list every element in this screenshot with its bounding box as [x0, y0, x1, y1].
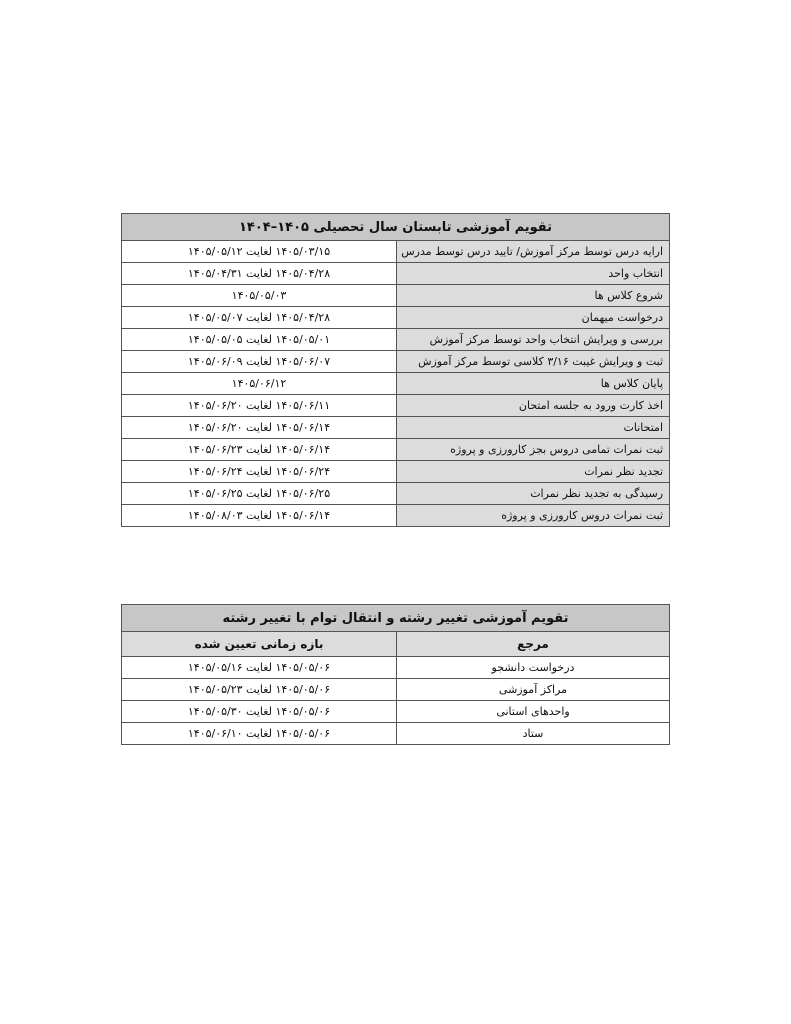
activity-cell: شروع کلاس ها [397, 285, 670, 307]
table-row [122, 483, 670, 505]
table-row [122, 505, 670, 527]
period-cell: ۱۴۰۵/۰۵/۰۱ لغایت ۱۴۰۵/۰۵/۰۵ [122, 329, 397, 351]
reference-cell: مراکز آموزشی [397, 679, 670, 701]
period-cell: ۱۴۰۵/۰۶/۰۷ لغایت ۱۴۰۵/۰۶/۰۹ [122, 351, 397, 373]
table-row [122, 351, 670, 373]
period-cell: ۱۴۰۵/۰۵/۰۶ لغایت ۱۴۰۵/۰۵/۱۶ [122, 657, 397, 679]
change-header-row [122, 632, 670, 657]
reference-cell: درخواست دانشجو [397, 657, 670, 679]
activity-cell: ثبت و ویرایش غیبت ۳/۱۶ کلاسی توسط مرکز آموزش [397, 351, 670, 373]
period-cell: ۱۴۰۵/۰۴/۲۸ لغایت ۱۴۰۵/۰۴/۳۱ [122, 263, 397, 285]
period-cell: ۱۴۰۵/۰۶/۱۴ لغایت ۱۴۰۵/۰۶/۲۰ [122, 417, 397, 439]
activity-cell: امتحانات [397, 417, 670, 439]
period-cell: ۱۴۰۵/۰۶/۱۱ لغایت ۱۴۰۵/۰۶/۲۰ [122, 395, 397, 417]
reference-cell: واحدهای استانی [397, 701, 670, 723]
activity-cell: پایان کلاس ها [397, 373, 670, 395]
period-cell: ۱۴۰۵/۰۵/۰۶ لغایت ۱۴۰۵/۰۵/۳۰ [122, 701, 397, 723]
period-cell: ۱۴۰۵/۰۶/۱۴ لغایت ۱۴۰۵/۰۶/۲۳ [122, 439, 397, 461]
table-row [122, 417, 670, 439]
period-cell: ۱۴۰۵/۰۶/۱۲ [122, 373, 397, 395]
calendar-title-row [122, 214, 670, 241]
table-row [122, 329, 670, 351]
activity-cell: انتخاب واحد [397, 263, 670, 285]
activity-cell: رسیدگی به تجدید نظر نمرات [397, 483, 670, 505]
calendar-title: تقویم آموزشی تابستان سال تحصیلی ۱۴۰۵–۱۴۰۴ [122, 214, 670, 241]
activity-cell: تجدید نظر نمرات [397, 461, 670, 483]
table-row [122, 679, 670, 701]
table-row [122, 395, 670, 417]
table-row [122, 241, 670, 263]
table-row [122, 285, 670, 307]
table-row [122, 263, 670, 285]
table-row [122, 307, 670, 329]
change-title-row [122, 605, 670, 632]
change-title: تقویم آموزشی تغییر رشته و انتقال توام با تغییر رشته [122, 605, 670, 632]
table-row [122, 701, 670, 723]
activity-cell: ارایه درس توسط مرکز آموزش/ تایید درس توسط مدرس [397, 241, 670, 263]
activity-cell: بررسی و ویرایش انتخاب واحد توسط مرکز آموزش [397, 329, 670, 351]
period-cell: ۱۴۰۵/۰۳/۱۵ لغایت ۱۴۰۵/۰۵/۱۲ [122, 241, 397, 263]
activity-cell: درخواست میهمان [397, 307, 670, 329]
period-cell: ۱۴۰۵/۰۶/۲۵ لغایت ۱۴۰۵/۰۶/۲۵ [122, 483, 397, 505]
activity-cell: ثبت نمرات تمامی دروس بجز کارورزی و پروژه [397, 439, 670, 461]
period-cell: ۱۴۰۵/۰۵/۰۶ لغایت ۱۴۰۵/۰۶/۱۰ [122, 723, 397, 745]
period-cell: ۱۴۰۵/۰۶/۱۴ لغایت ۱۴۰۵/۰۸/۰۳ [122, 505, 397, 527]
column-header-period: بازه زمانی تعیین شده [122, 632, 397, 657]
activity-cell: ثبت نمرات دروس کارورزی و پروژه [397, 505, 670, 527]
period-cell: ۱۴۰۵/۰۵/۰۶ لغایت ۱۴۰۵/۰۵/۲۳ [122, 679, 397, 701]
period-cell: ۱۴۰۵/۰۵/۰۳ [122, 285, 397, 307]
table-row [122, 723, 670, 745]
table-row [122, 657, 670, 679]
reference-cell: ستاد [397, 723, 670, 745]
activity-cell: اخذ کارت ورود به جلسه امتحان [397, 395, 670, 417]
major-change-calendar-table [121, 604, 670, 745]
period-cell: ۱۴۰۵/۰۴/۲۸ لغایت ۱۴۰۵/۰۵/۰۷ [122, 307, 397, 329]
period-cell: ۱۴۰۵/۰۶/۲۴ لغایت ۱۴۰۵/۰۶/۲۴ [122, 461, 397, 483]
summer-calendar-table [121, 213, 670, 527]
table-row [122, 439, 670, 461]
table-row [122, 461, 670, 483]
table-row [122, 373, 670, 395]
column-header-reference: مرجع [397, 632, 670, 657]
